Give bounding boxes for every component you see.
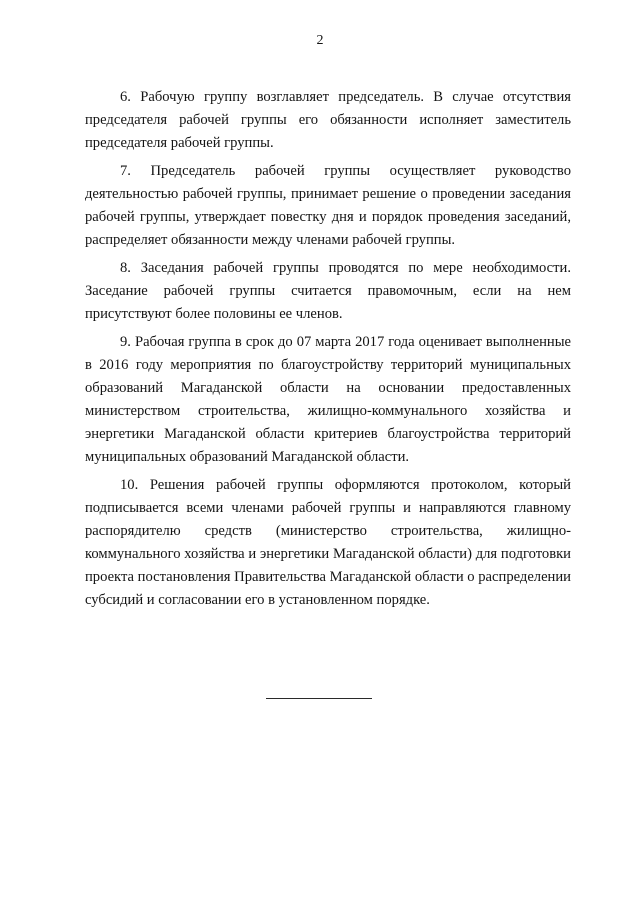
paragraph-8: 8. Заседания рабочей группы проводятся по мере необходимости. Заседание рабочей группы считается правомочным, если на нем присутствуют более половины ее членов.	[85, 260, 571, 322]
paragraph-10: 10. Решения рабочей группы оформляются протоколом, который подписывается всеми членами рабочей группы и направляются главному распорядителю средств (министерство строительства, жилищно-коммунального хозяйства и энергетики Магаданской области) для подготовки проекта постановления Правительства Магаданской области о распределении субсидий и согласовании его в установленном порядке.	[85, 477, 571, 608]
closing-divider	[266, 698, 372, 699]
document-body	[85, 86, 571, 617]
page-number: 2	[316, 33, 324, 48]
paragraph-9: 9. Рабочая группа в срок до 07 марта 2017 года оценивает выполненные в 2016 году мероприятия по благоустройству территорий муниципальных образований Магаданской области на основании предоставленных министерством строительства, жилищно-коммунального хозяйства и энергетики Магаданской области критериев благоустройства территорий муниципальных образований Магаданской области.	[85, 334, 571, 465]
paragraph-7: 7. Председатель рабочей группы осуществляет руководство деятельностью рабочей группы, принимает решение о проведении заседания рабочей группы, утверждает повестку дня и порядок проведения заседаний, распределяет обязанности между членами рабочей группы.	[85, 163, 571, 248]
paragraph-6: 6. Рабочую группу возглавляет председатель. В случае отсутствия председателя рабочей группы его обязанности исполняет заместитель председателя рабочей группы.	[85, 89, 571, 151]
